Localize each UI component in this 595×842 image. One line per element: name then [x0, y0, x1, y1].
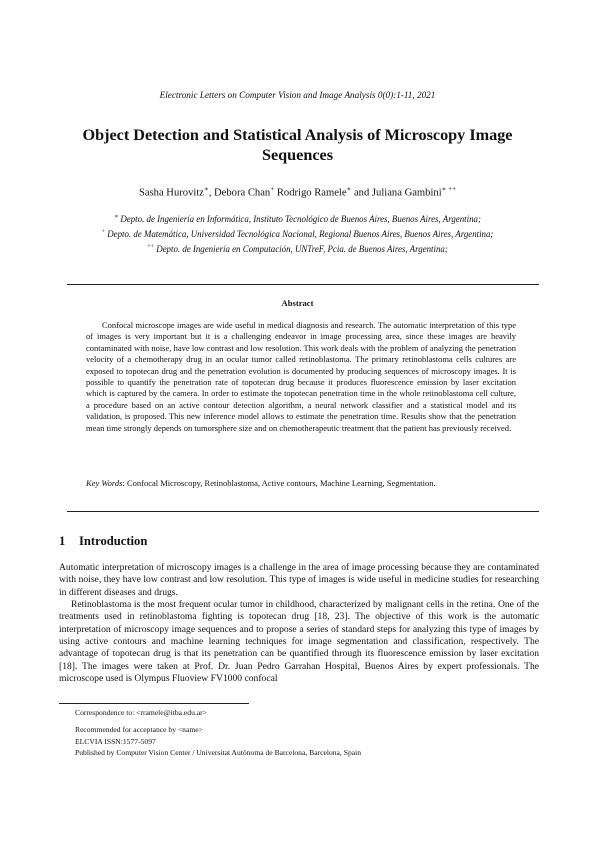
footnote-rule [59, 703, 249, 704]
paper-title-line-1: Object Detection and Statistical Analysis of Microscopy Image [82, 126, 513, 144]
paragraph: Retinoblastoma is the most frequent ocular tumor in childhood, characterized by malignant cells in the retina. One of the treatments used in retinoblastoma fighting is topotecan drug [18, 23]. The objective of this work is the automatic interpretation of microscopy image sequences and to propose a series of standard steps for analyzing this type of images by using active contours and machine learning techniques for image segmentation and classification, respectively. The advantage of topotecan drug is that its penetration can be quantified through its fluorescence emission by laser excitation [18]. The images were taken at Prof. Dr. Juan Pedro Garrahan Hospital, Buenos Aires by expert professionals. The microscope used is Olympus Fluoview FV1000 confocal [59, 599, 539, 685]
keywords-label: Key Words [86, 478, 123, 488]
footnote-recommended: Recommended for acceptance by <name> [75, 725, 203, 735]
affiliation-text: Depto. de Ingeniería en Computación, UNTreF, Pcia. de Buenos Aires, Argentina; [156, 243, 448, 254]
footnote-correspondence: Correspondence to: <rramele@itba.edu.ar> [75, 708, 207, 717]
author-mark: ∗ ++ [441, 185, 457, 193]
abstract-text: Confocal microscope images are wide useful in medical diagnosis and research. The automatic interpretation of this type of images is very important but it is a challenging endeavor in image processing area, since these images are heavily contaminated with noise, have low contrast and low resolution. This work deals with the problem of analyzing the penetration velocity of a chemotherapy drug in an ocular tumor called retinoblastoma. The primary retinoblastoma cells cultures are exposed to topotecan drug and the penetration evolution is documented by producing sequences of microscopy images. It is possible to quantify the penetration rate of topotecan drug because it produces fluorescence emission by laser excitation which is captured by the camera. In order to estimate the topotecan penetration time in the whole retinoblastoma cell culture, a procedure based on an active contour detection algorithm, a neural network classifier and a statistical model and its validation, is proposed. This new inference model allows to estimate the penetration time. Results show that the penetration mean time strongly depends on tumorsphere size and on chemotherapeutic treatment that the patient has previously received. [86, 320, 516, 433]
section-heading-introduction [59, 534, 147, 549]
journal-header: Electronic Letters on Computer Vision and Image Analysis 0(0):1-11, 2021 [159, 90, 436, 100]
affiliation-mark: ∗ [114, 214, 119, 220]
author-name: Rodrigo Ramele [276, 187, 347, 199]
footnotes [75, 707, 361, 758]
author-name: Sasha Hurovitz [138, 187, 204, 199]
section-title: Introduction [79, 534, 148, 548]
affiliation-line [0, 241, 595, 256]
paragraph: Automatic interpretation of microscopy images is a challenge in the area of image processing because they are contaminated with noise, they have low contrast and low resolution. This type of images is wide useful in medicine studies for researching in different diseases and drugs. [59, 562, 539, 598]
paper-title [60, 125, 535, 165]
paper-title-line-2: Sequences [261, 146, 334, 164]
introduction-body [59, 562, 539, 685]
author-mark: + [270, 185, 275, 193]
affiliation-text: Depto. de Matemática, Universidad Tecnológica Nacional, Regional Buenos Aires, Buenos Aires, Argentina; [107, 228, 494, 239]
affiliation-line [0, 211, 595, 226]
affiliation-text: Depto. de Ingeniería en Informática, Instituto Tecnológico de Buenos Aires, Buenos Aires, Argentina; [120, 213, 481, 224]
abstract-bottom-rule [67, 511, 539, 512]
section-number: 1 [59, 534, 66, 548]
author-mark: ∗ [346, 185, 352, 193]
author-name: Debora Chan [214, 187, 271, 199]
keywords-text: : Confocal Microscopy, Retinoblastoma, Active contours, Machine Learning, Segmentation. [122, 478, 436, 488]
keywords [86, 478, 516, 488]
affiliation-mark: ++ [147, 243, 154, 250]
affiliation-mark: + [101, 228, 105, 235]
footnote-issn: ELCVIA ISSN:1577-5097 [75, 736, 156, 746]
footnote-published: Published by Computer Vision Center / Universitat Autònoma de Barcelona, Barcelona, Spain [75, 747, 362, 757]
affiliation-line [0, 226, 595, 241]
author-list: Sasha Hurovitz∗, Debora Chan+ Rodrigo Ramele∗ and Juliana Gambini∗ ++ [138, 185, 457, 199]
author-mark: ∗ [203, 185, 209, 193]
abstract-heading: Abstract [281, 298, 314, 308]
author-name: Juliana Gambini [371, 187, 442, 199]
abstract-top-rule [67, 284, 539, 285]
affiliation-list [0, 211, 595, 256]
